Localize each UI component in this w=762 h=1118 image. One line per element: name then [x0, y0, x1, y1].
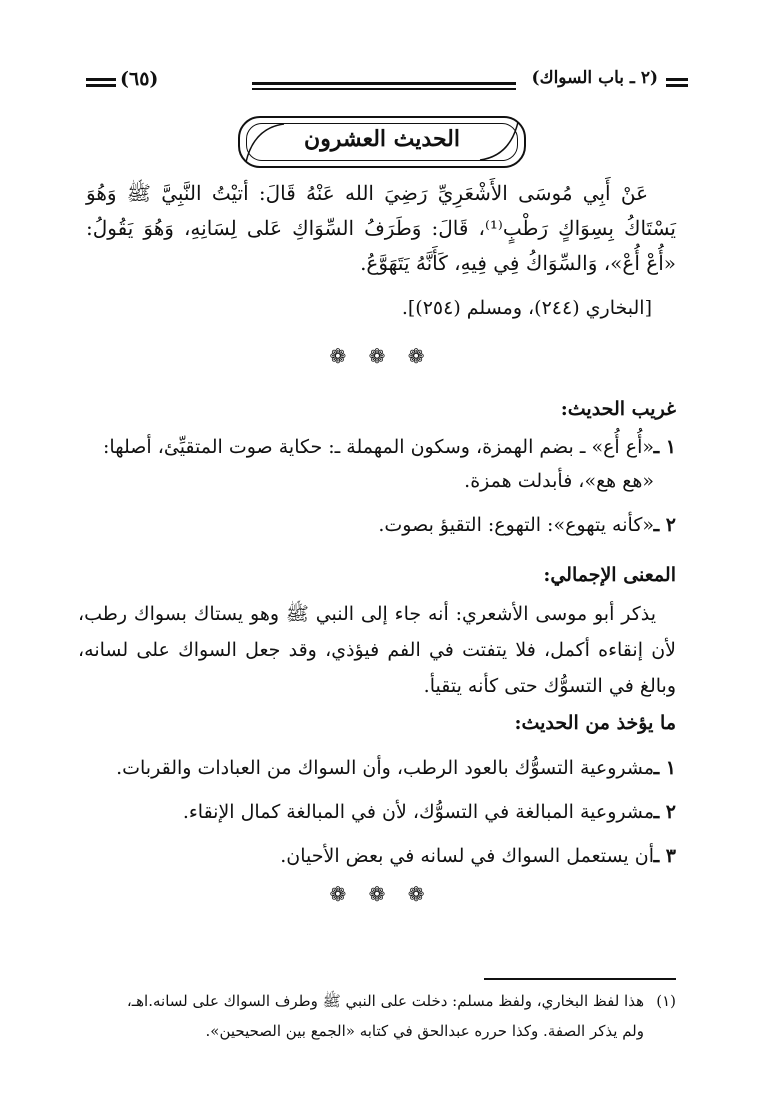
item-text: «أُع أُع» ـ بضم الهمزة، وسكون المهملة ـ: حكاية صوت المتقيِّئ، أصلها: «هع هع»، فأبدلت همزة.: [103, 436, 654, 492]
footnote-line: ولم يذكر الصفة. وكذا حرره عبدالحق في كتابه «الجمع بين الصحيحين».: [205, 1022, 644, 1040]
ijmali-heading: المعنى الإجمالي:: [543, 564, 676, 586]
section-separator: ❁ ❁ ❁: [329, 882, 433, 906]
header-right-ornament: [666, 78, 688, 90]
hadith-text: عَنْ أَبِي مُوسَى الأَشْعَرِيِّ رَضِيَ الله عَنْهُ قَالَ: أتيْتُ النَّبِيَّ ﷺ وَهُوَ يَسْتَاكُ بِسِوَاكٍ رَطْبٍ⁽¹⁾، قَالَ: وَطَرَفُ السِّوَاكِ عَلى لِسَانِهِ، وَهُوَ يَقُولُ: «أُعْ أُعْ»، وَالسِّوَاكُ فِي فِيهِ، كَأَنَّهُ يَتَهَوَّعُ.: [86, 181, 676, 275]
footnote: [80, 986, 676, 1046]
item-number: ٢ ـ: [653, 514, 676, 536]
header-left-ornament: [86, 78, 116, 90]
item-text: «كأنه يتهوع»: التهوع: التقيؤ بصوت.: [378, 514, 654, 536]
list-item: [78, 430, 676, 498]
page-number: (٦٥): [120, 68, 159, 90]
item-text: مشروعية التسوُّك بالعود الرطب، وأن السواك من العبادات والقربات.: [116, 757, 654, 779]
gharib-list: [78, 430, 676, 552]
item-text: مشروعية المبالغة في التسوُّك، لأن في المبالغة كمال الإنقاء.: [182, 801, 654, 823]
footnote-item: [80, 986, 676, 1046]
chapter-title: (٢ ـ باب السواك): [531, 68, 658, 88]
list-item: [78, 508, 676, 542]
yukhadh-heading: ما يؤخذ من الحديث:: [514, 712, 676, 734]
ijmali-block: [78, 596, 676, 704]
item-number: ٢ ـ: [653, 801, 676, 823]
item-number: ١ ـ: [653, 757, 676, 779]
hadith-text-block: [86, 176, 676, 281]
running-header: [80, 68, 688, 98]
item-number: ١ ـ: [653, 436, 676, 458]
hadith-source: [البخاري (٢٤٤)، ومسلم (٢٥٤)].: [401, 297, 652, 319]
footnote-rule: [484, 978, 676, 980]
hadith-title: الحديث العشرون: [304, 126, 460, 152]
yukhadh-list: [78, 746, 676, 878]
list-item: [78, 746, 676, 790]
item-number: ٣ ـ: [653, 845, 676, 867]
hadith-title-frame: [238, 116, 526, 168]
footnote-line: هذا لفظ البخاري، ولفظ مسلم: دخلت على النبي ﷺ وطرف السواك على لسانه.اهـ،: [126, 992, 644, 1010]
list-item: [78, 790, 676, 834]
list-item: [78, 834, 676, 878]
item-text: أن يستعمل السواك في لسانه في بعض الأحيان.: [280, 845, 654, 867]
footnote-number: (١): [656, 992, 676, 1010]
ijmali-text: يذكر أبو موسى الأشعري: أنه جاء إلى النبي ﷺ وهو يستاك بسواك رطب، لأن إنقاءه أكمل، فلا يتفتت في الفم فيؤذي، وقد جعل السواك على لسانه، وبالغ في التسوُّك حتى كأنه يتقيأ.: [78, 603, 676, 697]
section-separator: ❁ ❁ ❁: [329, 344, 433, 368]
gharib-heading: غريب الحديث:: [560, 398, 676, 420]
header-rule: [252, 82, 516, 93]
